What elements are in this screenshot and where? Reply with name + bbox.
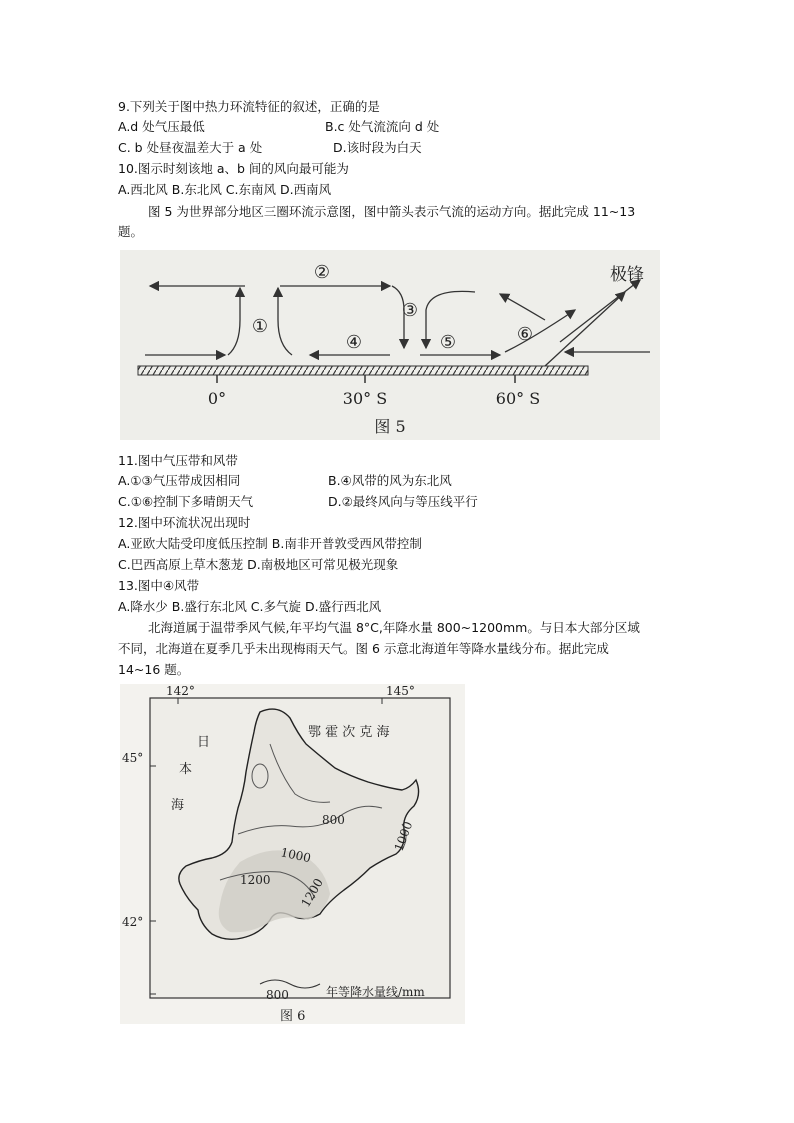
q9-option-c: C. b 处昼夜温差大于 a 处 bbox=[118, 140, 263, 155]
isoline-label-1200-south: 1200 bbox=[298, 876, 326, 910]
lat-label-30s: 30° S bbox=[342, 389, 388, 408]
figure6-caption: 图 6 bbox=[280, 1009, 306, 1024]
sea-label-okhotsk: 鄂 霍 次 克 海 bbox=[308, 725, 390, 740]
lat-label-0: 0° bbox=[207, 389, 227, 408]
q10-stem: 10.图示时刻该地 a、b 间的风向最可能为 bbox=[118, 161, 349, 176]
q9-stem: 9.下列关于图中热力环流特征的叙述，正确的是 bbox=[118, 99, 380, 114]
q11-stem: 11.图中气压带和风带 bbox=[118, 453, 238, 468]
intro6-line2: 不同，北海道在夏季几乎未出现梅雨天气。图 6 示意北海道年等降水量线分布。据此完成 bbox=[118, 641, 609, 656]
q12-options-line1: A.亚欧大陆受印度低压控制 B.南非开普敦受西风带控制 bbox=[118, 536, 422, 551]
q9-option-d: D.该时段为白天 bbox=[333, 140, 422, 155]
legend-value: 800 bbox=[266, 988, 289, 1002]
marker-6: ⑥ bbox=[516, 324, 534, 345]
figure5-circulation-diagram bbox=[120, 250, 660, 440]
intro6-line1: 北海道属于温带季风气候,年平均气温 8°C,年降水量 800~1200mm。与日本大部分区域 bbox=[148, 620, 640, 635]
intro5-line1: 图 5 为世界部分地区三圈环流示意图，图中箭头表示气流的运动方向。据此完成 11~13 bbox=[148, 204, 636, 219]
isoline-label-1000-center: 1000 bbox=[279, 845, 313, 866]
intro6-line3: 14~16 题。 bbox=[118, 662, 190, 677]
marker-2: ② bbox=[313, 262, 331, 283]
isoline-label-1000-east: 1000 bbox=[391, 819, 416, 854]
q11-option-a: A.①③气压带成因相同 bbox=[118, 473, 241, 488]
lat-label-45: 45° bbox=[122, 751, 144, 765]
intro5-line2: 题。 bbox=[118, 224, 144, 239]
sea-label-japan-1: 日 bbox=[197, 735, 211, 750]
q11-option-b: B.④风带的风为东北风 bbox=[328, 473, 452, 488]
figure6-hokkaido-precipitation-map bbox=[120, 684, 465, 1024]
figure5-caption: 图 5 bbox=[374, 417, 406, 436]
polar-front-label: 极锋 bbox=[610, 265, 644, 285]
q10-options: A.西北风 B.东北风 C.东南风 D.西南风 bbox=[118, 182, 332, 197]
q12-stem: 12.图中环流状况出现时 bbox=[118, 515, 251, 530]
isoline-label-800: 800 bbox=[322, 813, 345, 827]
isoline-label-1200-center: 1200 bbox=[240, 873, 271, 887]
lon-label-145: 145° bbox=[386, 684, 415, 698]
lon-label-142: 142° bbox=[166, 684, 195, 698]
marker-1: ① bbox=[251, 316, 269, 337]
q12-options-line2: C.巴西高原上草木葱茏 D.南极地区可常见极光现象 bbox=[118, 557, 399, 572]
q9-option-a: A.d 处气压最低 bbox=[118, 119, 205, 134]
lat-label-42: 42° bbox=[122, 915, 144, 929]
sea-label-japan-3: 海 bbox=[171, 798, 185, 813]
legend-label: 年等降水量线/mm bbox=[326, 985, 425, 999]
marker-4: ④ bbox=[345, 332, 363, 353]
sea-label-japan-2: 本 bbox=[179, 762, 193, 777]
q11-option-c: C.①⑥控制下多晴朗天气 bbox=[118, 494, 254, 509]
q9-option-b: B.c 处气流流向 d 处 bbox=[325, 119, 440, 134]
marker-5: ⑤ bbox=[439, 332, 457, 353]
q13-stem: 13.图中④风带 bbox=[118, 578, 200, 593]
q11-option-d: D.②最终风向与等压线平行 bbox=[328, 494, 478, 509]
lat-label-60s: 60° S bbox=[495, 389, 541, 408]
marker-3: ③ bbox=[401, 300, 419, 321]
q13-options: A.降水少 B.盛行东北风 C.多气旋 D.盛行西北风 bbox=[118, 599, 382, 614]
